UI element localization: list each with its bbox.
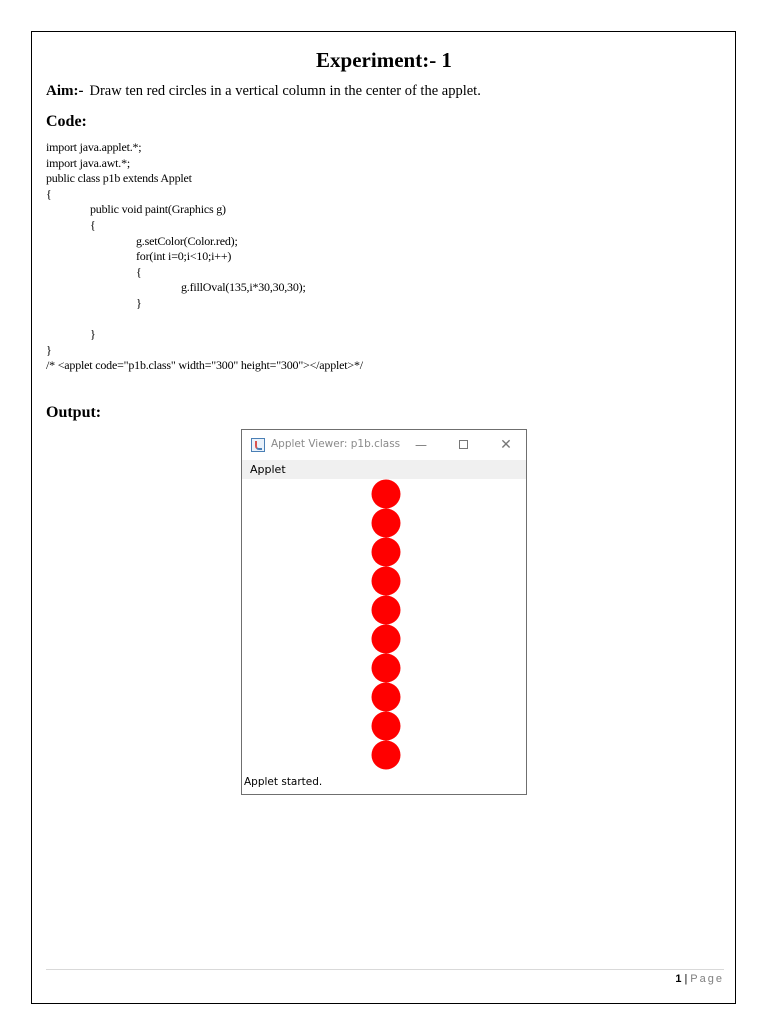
code-line: } [90,327,96,342]
menubar [242,460,526,479]
code-heading: Code: [46,113,87,130]
maximize-icon [459,440,468,449]
code-line: for(int i=0;i<10;i++) [136,249,232,264]
red-circle [372,741,401,770]
window-title: Applet Viewer: p1b.class [271,438,401,450]
circle-drawing [242,479,526,773]
output-heading: Output: [46,404,102,421]
red-circle [372,538,401,567]
aim-text: Draw ten red circles in a vertical column in the center of the applet. [89,83,481,99]
red-circle [372,683,401,712]
red-circle [372,654,401,683]
code-line: } [46,342,52,357]
code-line: } [136,295,142,310]
code-line: { [90,217,96,232]
code-line: { [136,264,142,279]
code-line: public void paint(Graphics g) [90,202,226,217]
applet-viewer-window [241,429,527,795]
close-button[interactable]: ✕ [500,437,512,453]
code-line: public class p1b extends Applet [46,171,192,186]
aim-line [46,83,481,100]
code-block [46,140,363,374]
code-line: import java.awt.*; [46,155,131,170]
window-titlebar[interactable] [242,430,526,460]
code-line: /* <applet code="p1b.class" width="300" height="300"></applet>*/ [46,358,363,373]
java-icon [251,438,265,452]
page-number: 1 [675,973,682,985]
status-text: Applet started. [244,776,323,788]
red-circle [372,480,401,509]
page-title: Experiment:- 1 [316,48,452,72]
red-circle [372,596,401,625]
aim-label: Aim:- [46,83,84,99]
red-circle [372,625,401,654]
red-circle [372,509,401,538]
status-bar [242,774,526,794]
footer-rule [46,969,724,970]
red-circle [372,567,401,596]
minimize-button[interactable]: — [415,438,427,452]
code-line: g.fillOval(135,i*30,30,30); [181,280,306,295]
code-line: import java.applet.*; [46,140,142,154]
page-label: Page [690,973,724,985]
code-line: { [46,186,52,201]
applet-menu[interactable]: Applet [250,463,286,476]
page-footer [675,973,724,985]
red-circle [372,712,401,741]
footer-separator: | [684,973,688,985]
applet-canvas [242,479,526,773]
code-line: g.setColor(Color.red); [136,233,238,248]
maximize-button[interactable] [452,434,474,456]
code-line [46,312,363,328]
